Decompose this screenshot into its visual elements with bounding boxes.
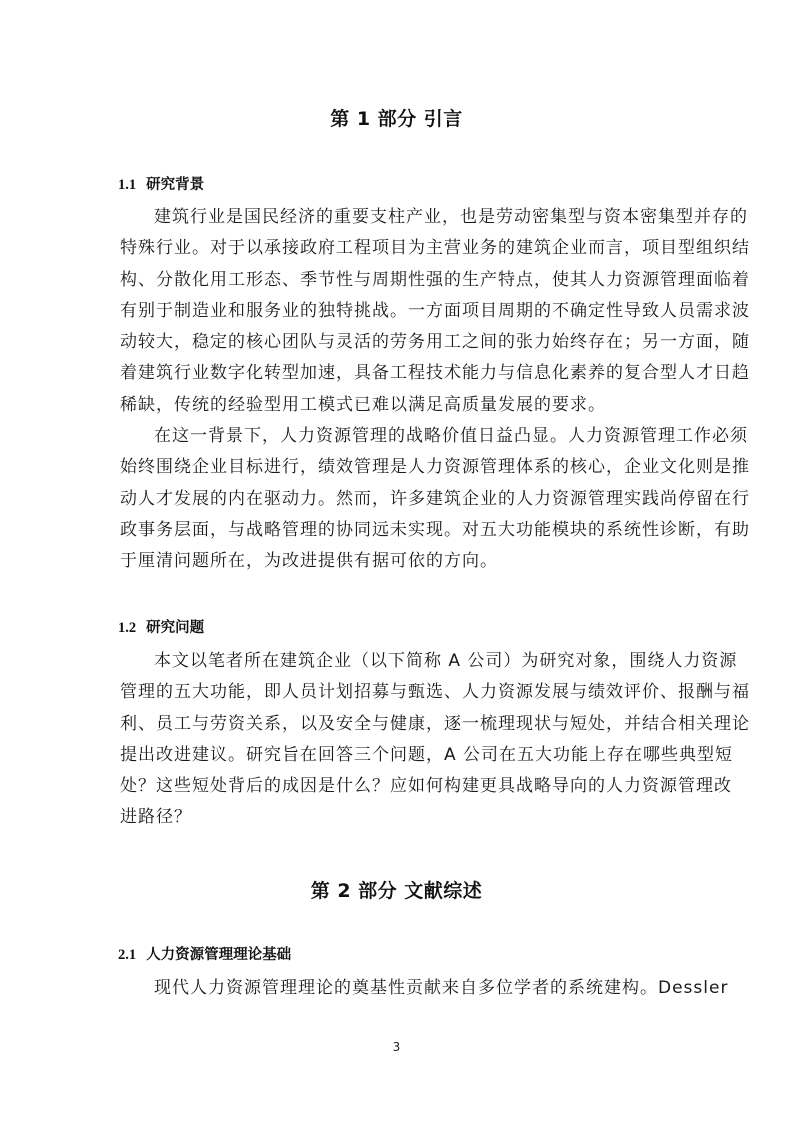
section-number: 2.1 [118,947,137,963]
paragraph-2-1 [120,973,729,1004]
text-line: 有别于制造业和服务业的独特挑战。一方面项目周期的不确定性导致人员需求波 [120,300,750,321]
text-line: 在这一背景下，人力资源管理的战略价值日益凸显。人力资源管理工作必须 [154,426,748,446]
text-line: 政事务层面，与战略管理的协同远未实现。对五大功能模块的系统性诊断，有助 [120,519,750,540]
section-title: 人力资源管理理论基础 [146,947,292,963]
text-line: 构、分散化用工形态、季节性与周期性强的生产特点，使其人力资源管理面临着 [120,269,750,290]
text-line: 动较大，稳定的核心团队与灵活的劳务用工之间的张力始终存在；另一方面，随 [120,332,750,353]
section-1-1-heading [118,173,204,194]
text-line: 动人才发展的内在驱动力。然而，许多建筑企业的人力资源管理实践尚停留在行 [120,488,750,509]
text-line: 处？这些短处背后的成因是什么？应如何构建更具战略导向的人力资源管理改 [120,776,732,797]
paragraph-1-1-a [120,202,750,421]
text-line: 建筑行业是国民经济的重要支柱产业，也是劳动密集型与资本密集型并存的 [154,207,748,227]
text-line: 现代人力资源管理理论的奠基性贡献来自多位学者的系统建构。Dessler [154,978,729,998]
text-line: 于厘清问题所在，为改进提供有据可依的方向。 [120,551,498,572]
text-line: 始终围绕企业目标进行，绩效管理是人力资源管理体系的核心，企业文化则是推 [120,457,750,478]
section-title: 研究问题 [146,620,205,636]
section-2-1-heading [118,943,291,964]
text-line: 提出改进建议。研究旨在回答三个问题，A 公司在五大功能上存在哪些典型短 [120,744,734,765]
text-line: 管理的五大功能，即人员计划招募与甄选、人力资源发展与绩效评价、报酬与福 [120,682,750,703]
page-number: 3 [392,1040,401,1054]
section-number: 1.1 [118,177,137,193]
section-title: 研究背景 [146,177,205,193]
paragraph-1-1-b [120,421,750,577]
part-2-heading: 第 2 部分 文献综述 [310,880,483,902]
text-line: 利、员工与劳资关系，以及安全与健康，逐一梳理现状与短处，并结合相关理论 [120,713,750,734]
section-number: 1.2 [118,620,137,636]
text-line: 进路径？ [120,807,192,828]
text-line: 稀缺，传统的经验型用工模式已难以满足高质量发展的要求。 [120,394,606,415]
paragraph-1-2 [120,646,750,834]
text-line: 特殊行业。对于以承接政府工程项目为主营业务的建筑企业而言，项目型组织结 [120,238,750,259]
text-line: 着建筑行业数字化转型加速，具备工程技术能力与信息化素养的复合型人才日趋 [120,363,750,384]
part-1-heading: 第 1 部分 引言 [330,108,463,130]
section-1-2-heading [118,616,204,637]
text-line: 本文以笔者所在建筑企业（以下简称 A 公司）为研究对象，围绕人力资源 [154,651,738,671]
